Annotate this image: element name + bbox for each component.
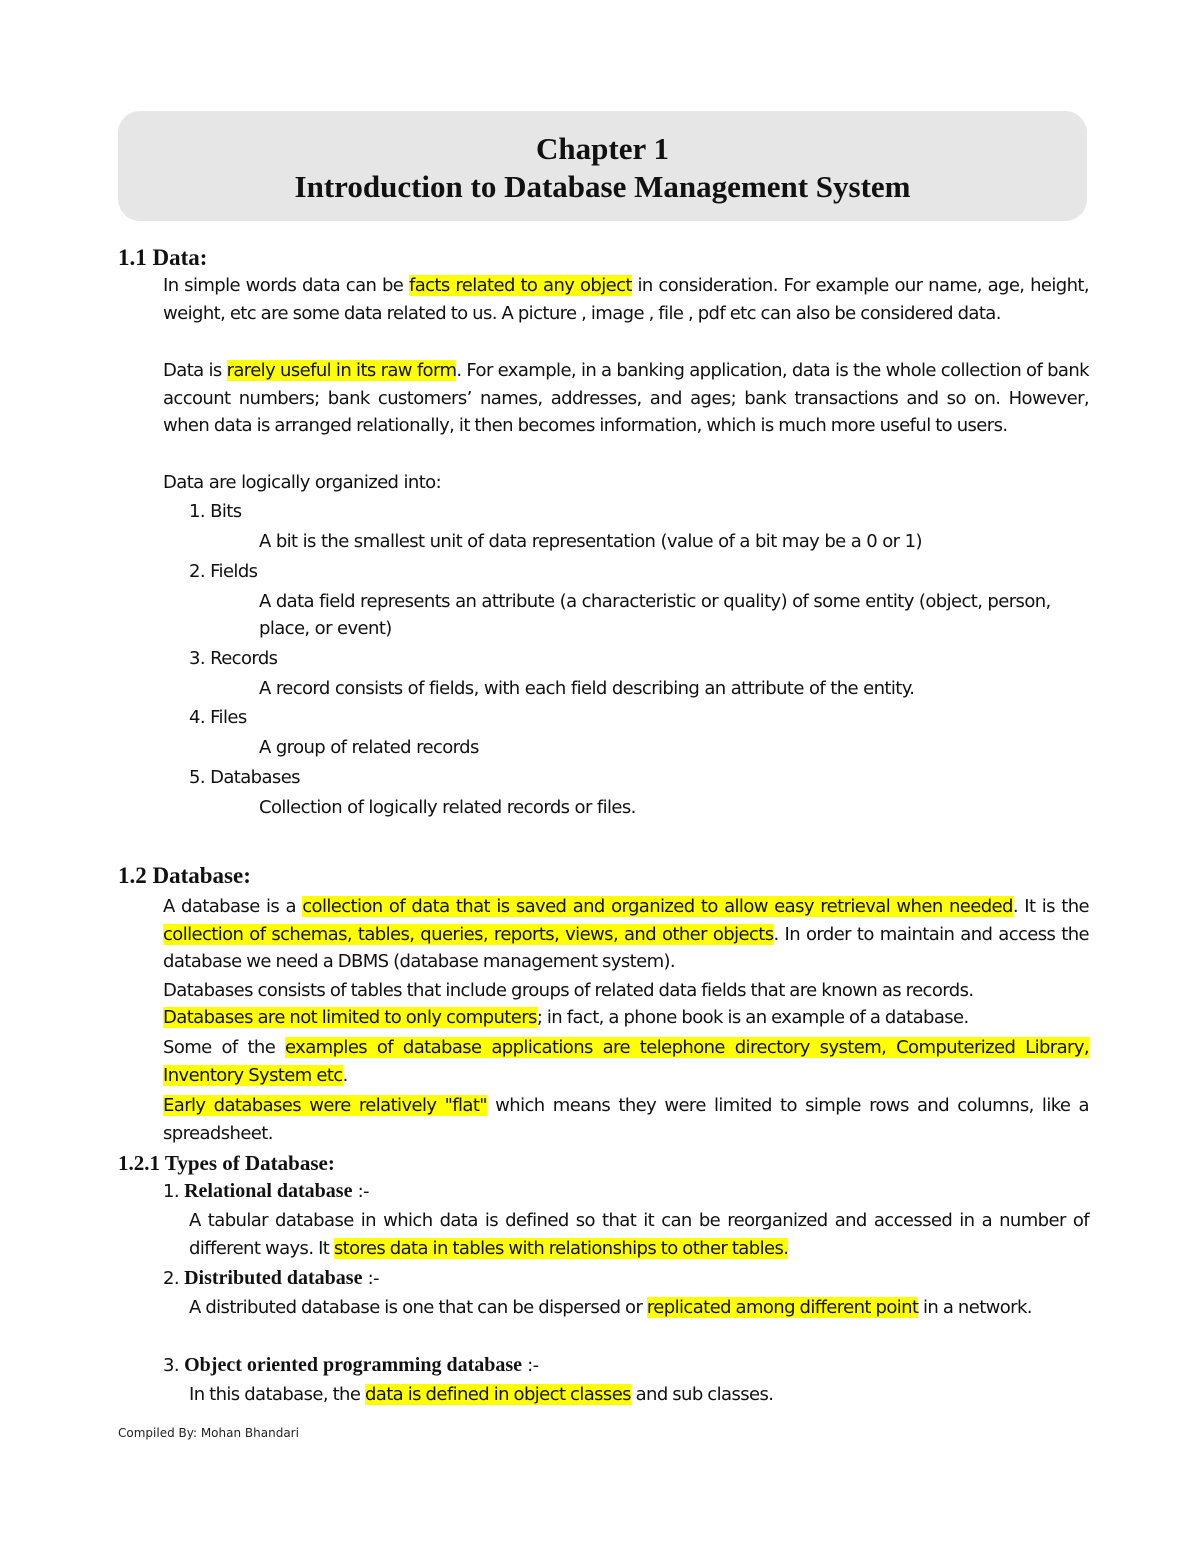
chapter-title-box	[118, 111, 1087, 221]
database-paragraph-1: A database is a collection of data that is saved and organized to allow easy retrieval when needed. It is the collection of schemas, tables, queries, reports, views, and other objects. In order to maintain and access the database we need a DBMS (database management system).	[163, 896, 1089, 972]
type-item-title: 1. Relational database :-	[163, 1180, 369, 1202]
highlight: stores data in tables with relationships to other tables.	[333, 1237, 789, 1259]
highlight: Databases are not limited to only computers	[163, 1007, 537, 1028]
list-item-label: 2. Fields	[189, 561, 258, 582]
chapter-label: Chapter 1	[536, 131, 669, 166]
type-item-desc: A distributed database is one that can be dispersed or replicated among different point in a network.	[189, 1297, 1032, 1318]
highlight: Early databases were relatively "flat"	[163, 1095, 487, 1116]
highlight: data is defined in object classes	[364, 1384, 631, 1405]
type-item-title: 3. Object oriented programming database :-	[163, 1354, 539, 1376]
list-item-label: 5. Databases	[189, 767, 300, 788]
list-item-desc: A bit is the smallest unit of data representation (value of a bit may be a 0 or 1)	[259, 531, 922, 552]
highlight: collection of data that is saved and organized to allow easy retrieval when needed	[302, 896, 1013, 917]
type-item-desc: In this database, the data is defined in object classes and sub classes.	[189, 1384, 774, 1405]
database-paragraph-2: Databases consists of tables that include groups of related data fields that are known as records.	[163, 980, 974, 1001]
highlight: rarely useful in its raw form	[226, 360, 457, 381]
type-item-title: 2. Distributed database :-	[163, 1267, 379, 1289]
type-item-desc: A tabular database in which data is defined so that it can be reorganized and accessed in a number of different ways. It stores data in tables with relationships to other tables.	[189, 1210, 1089, 1259]
footer-credit: Compiled By: Mohan Bhandari	[118, 1426, 299, 1440]
section-heading-database: 1.2 Database:	[118, 863, 251, 888]
database-paragraph-5: Early databases were relatively "flat" which means they were limited to simple rows and columns, like a spreadsheet.	[163, 1095, 1089, 1144]
list-item-desc: Collection of logically related records or files.	[259, 797, 636, 818]
list-item-label: 4. Files	[189, 707, 247, 728]
list-item-desc: A data field represents an attribute (a characteristic or quality) of some entity (object, person, place, or event)	[259, 591, 1051, 639]
database-paragraph-4: Some of the examples of database applications are telephone directory system, Computerized Library, Inventory System etc.	[163, 1037, 1089, 1086]
highlight: collection of schemas, tables, queries, reports, views, and other objects	[163, 923, 774, 945]
data-organization-intro: Data are logically organized into:	[163, 472, 442, 493]
highlight: examples of database applications are telephone directory system, Computerized Library, Inventory System etc	[163, 1037, 1089, 1086]
highlight: facts related to any object	[408, 275, 632, 296]
chapter-title: Introduction to Database Management System	[294, 169, 911, 204]
subsection-heading-types: 1.2.1 Types of Database:	[118, 1151, 335, 1175]
list-item-desc: A record consists of fields, with each field describing an attribute of the entity.	[259, 678, 915, 699]
list-item-label: 1. Bits	[189, 501, 242, 522]
database-paragraph-3: Databases are not limited to only computers; in fact, a phone book is an example of a database.	[163, 1007, 969, 1028]
list-item-label: 3. Records	[189, 648, 278, 669]
section-heading-data: 1.1 Data:	[118, 245, 208, 270]
highlight: replicated among different point	[646, 1297, 919, 1318]
data-paragraph-1: In simple words data can be facts related to any object in consideration. For example our name, age, height, weight, etc are some data related to us. A picture , image , file , pdf etc can also be considered data.	[163, 275, 1089, 324]
list-item-desc: A group of related records	[259, 737, 479, 758]
data-paragraph-2: Data is rarely useful in its raw form. For example, in a banking application, data is the whole collection of bank account numbers; bank customers’ names, addresses, and ages; bank transactions and so on. However, when data is arranged relationally, it then becomes information, which is much more useful to users.	[163, 360, 1089, 436]
